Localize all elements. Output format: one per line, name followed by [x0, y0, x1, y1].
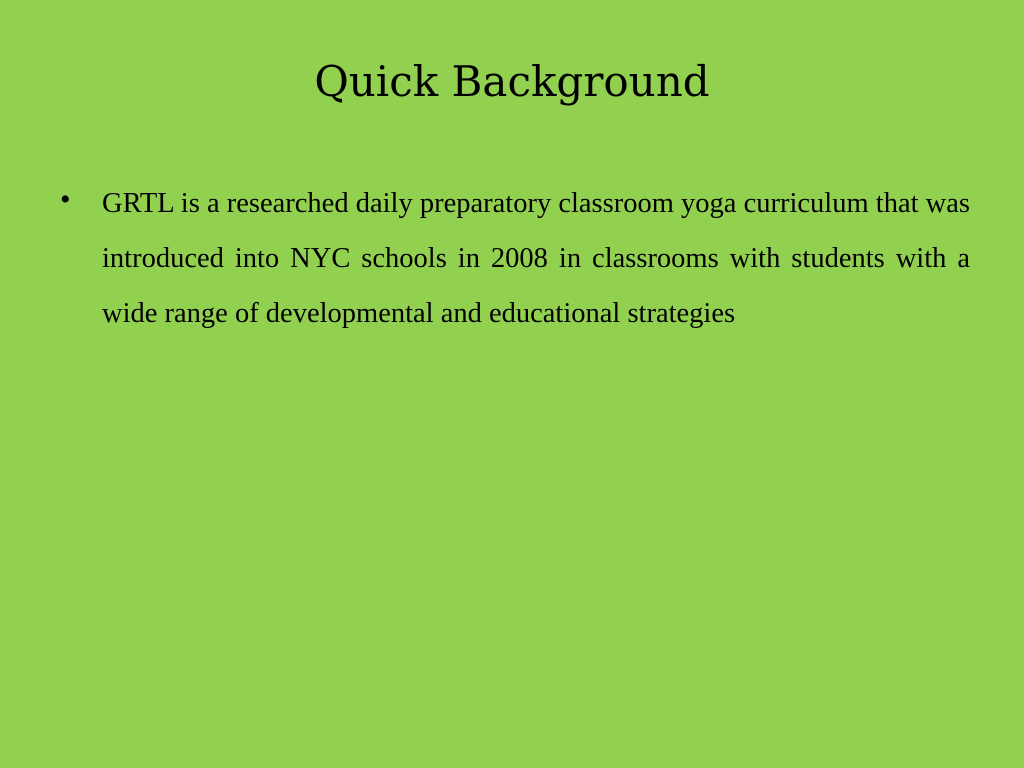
bullet-item: [60, 176, 970, 341]
bullet-marker: •: [60, 183, 71, 216]
bullet-text: GRTL is a researched daily preparatory classroom yoga curriculum that was introduced into NYC schools in 2008 in classrooms with students with a wide range of developmental and educational strategies: [102, 188, 970, 329]
slide-title: Quick Background: [314, 57, 710, 106]
bullet-list: [60, 176, 970, 341]
